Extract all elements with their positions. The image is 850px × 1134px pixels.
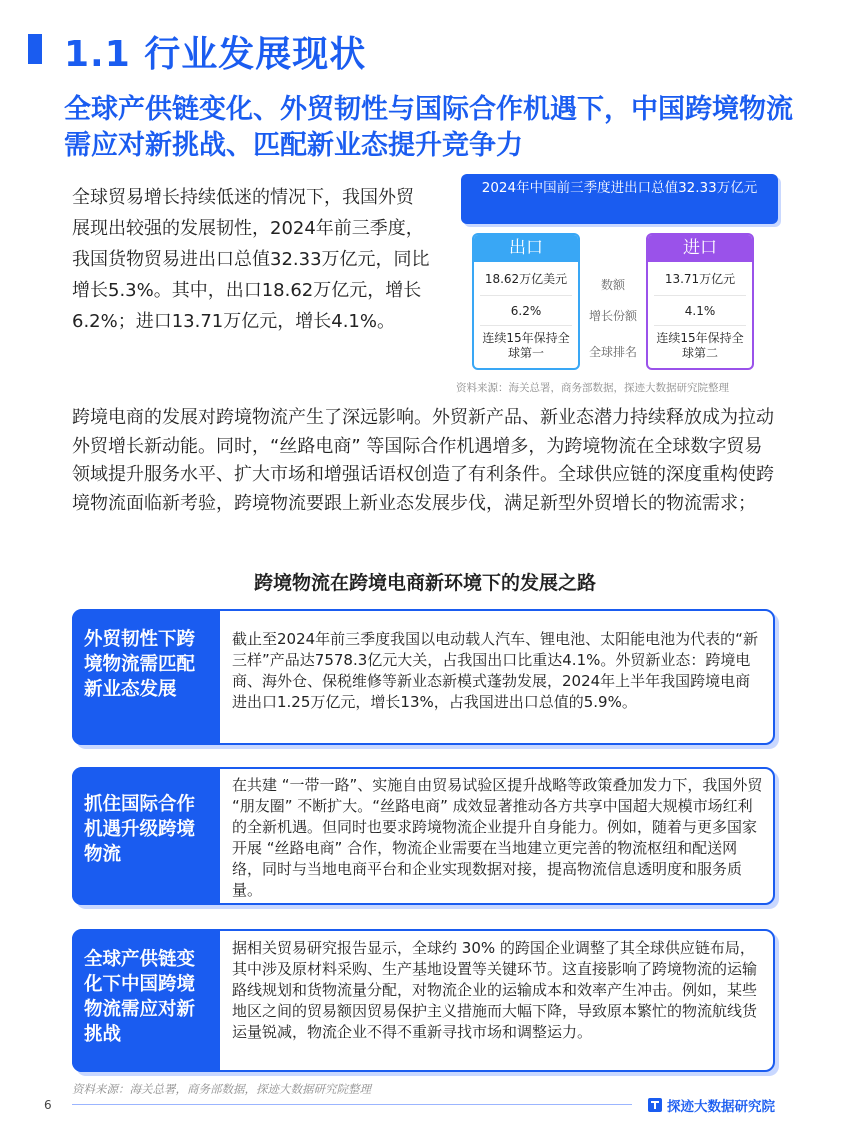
import-rank: 连续15年保持全球第二 <box>656 331 744 360</box>
card-supply-chain-change <box>72 929 775 1072</box>
stats-source-note: 资料来源：海关总署，商务部数据，探迹大数据研究院整理 <box>456 382 729 394</box>
footer-source-note: 资料来源：海关总署，商务部数据，探迹大数据研究院整理 <box>72 1082 371 1096</box>
import-header: 进口 <box>648 235 752 262</box>
export-rank: 连续15年保持全球第一 <box>482 331 570 360</box>
card-trade-resilience <box>72 609 775 745</box>
intro-paragraph: 全球贸易增长持续低迷的情况下，我国外贸展现出较强的发展韧性，2024年前三季度，我国货物贸易进出口总值32.33万亿元，同比增长5.3%。其中，出口18.62万亿元，增长6.2%；进口13.71万亿元，增长4.1%。 <box>72 187 430 332</box>
page-number: 6 <box>44 1098 52 1112</box>
title-accent-bar <box>28 34 42 64</box>
card-label: 外贸韧性下跨境物流需匹配新业态发展 <box>72 609 220 745</box>
card-text: 在共建 “一带一路”、实施自由贸易试验区提升战略等政策叠加发力下，我国外贸 “朋友圈” 不断扩大。“丝路电商” 成效显著推动各方共享中国超大规模市场红利的全新机遇。但同时也要求跨境物流企业提升自身能力。例如，随着与更多国家开展 “丝路电商” 合作，物流企业需要在当地建立更完善的物流枢纽和配送网络，同时与当地电商平台和企业实现数据对接，提高物流信息透明度和服务质量。 <box>232 776 763 899</box>
card-label: 全球产供链变化下中国跨境物流需应对新挑战 <box>72 929 220 1072</box>
section-title: 跨境物流在跨境电商新环境下的发展之路 <box>253 572 596 594</box>
card-text: 截止至2024年前三季度我国以电动载人汽车、锂电池、太阳能电池为代表的“新三样”产品达7578.3亿元大关，占我国出口比重达4.1%。外贸新业态：跨境电商、海外仓、保税维修等新业态新模式蓬勃发展，2024年上半年我国跨境电商进出口1.25万亿元，增长13%，占我国进出口总值的5.9%。 <box>232 630 758 711</box>
import-growth: 4.1% <box>654 296 746 326</box>
page-subtitle: 全球产供链变化、外贸韧性与国际合作机遇下，中国跨境物流需应对新挑战、匹配新业态提升竞争力 <box>64 94 793 161</box>
brand-mark <box>648 1095 775 1115</box>
brand-name: 探迹大数据研究院 <box>667 1099 775 1115</box>
export-growth: 6.2% <box>480 296 572 326</box>
row-label-rank: 全球排名 <box>588 345 637 359</box>
card-label: 抓住国际合作机遇升级跨境物流 <box>72 767 220 905</box>
stats-headline: 2024年中国前三季度进出口总值32.33万亿元 <box>461 174 778 224</box>
card-international-cooperation <box>72 767 775 905</box>
body-paragraph: 跨境电商的发展对跨境物流产生了深远影响。外贸新产品、新业态潜力持续释放成为拉动外贸增长新动能。同时，“丝路电商” 等国际合作机遇增多，为跨境物流在全球数字贸易领域提升服务水平、扩大市场和增强话语权创造了有利条件。全球供应链的深度重构使跨境物流面临新考验，跨境物流要跟上新业态发展步伐，满足新型外贸增长的物流需求； <box>72 407 774 514</box>
export-amount: 18.62万亿美元 <box>480 262 572 296</box>
row-label-growth: 增长份额 <box>588 309 637 323</box>
page-title: 1.1 行业发展现状 <box>64 34 367 75</box>
export-header: 出口 <box>474 235 578 262</box>
footer-divider <box>72 1104 632 1105</box>
brand-logo-icon <box>648 1098 662 1112</box>
row-label-amount: 数额 <box>600 278 625 292</box>
export-column <box>472 233 580 370</box>
card-text: 据相关贸易研究报告显示，全球约 30% 的跨国企业调整了其全球供应链布局，其中涉及原材料采购、生产基地设置等关键环节。这直接影响了跨境物流的运输路线规划和货物流量分配，对物流企业的运输成本和效率产生冲击。例如，某些地区之间的贸易额因贸易保护主义措施而大幅下降，导致原本繁忙的物流航线货运量锐减，物流企业不得不重新寻找市场和调整运力。 <box>232 939 758 1041</box>
import-column <box>646 233 754 370</box>
import-amount: 13.71万亿元 <box>654 262 746 296</box>
